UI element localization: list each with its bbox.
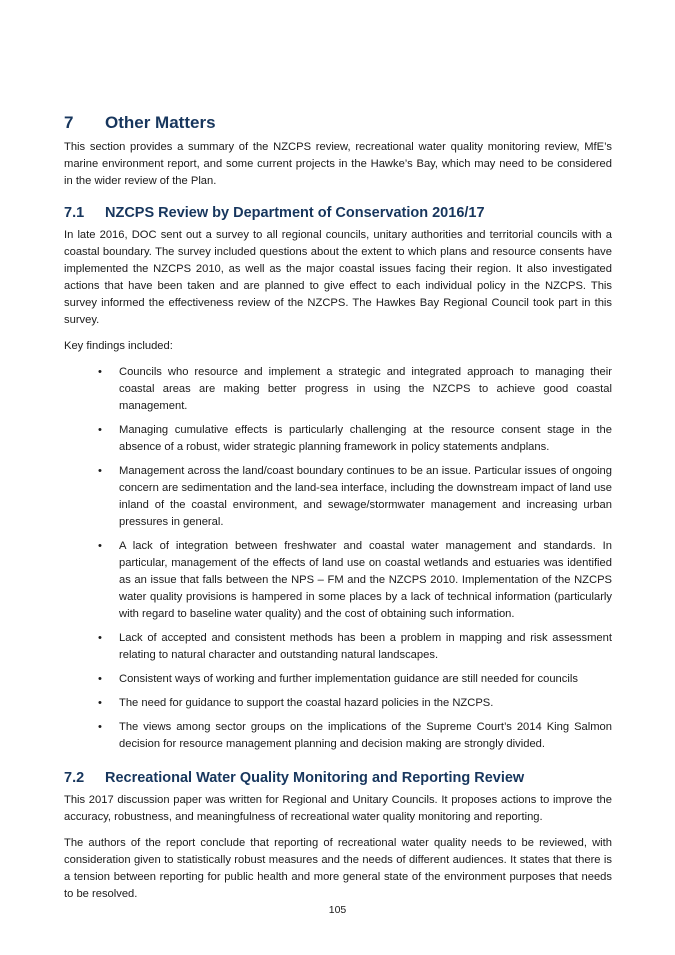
- section-7-2-number: 7.2: [64, 770, 85, 786]
- finding-text: Management across the land/coast boundary continues to be an issue. Particular issues of ongoing concern are sedimentation and the land-sea interface, including the downstream impact of land use inland of the coastal environment, and sewage/stormwater management and increasing urban pressures in general.: [119, 465, 612, 528]
- section-7-1-heading: [64, 204, 612, 223]
- list-item: [64, 671, 612, 688]
- bullet-icon: •: [98, 697, 102, 709]
- finding-text: Consistent ways of working and further implementation guidance are still needed for councils: [119, 673, 578, 685]
- finding-text: A lack of integration between freshwater and coastal water management and standards. In particular, management of the effects of land use on coastal wetlands and estuaries was identified as an issue that falls between the NPS – FM and the NZCPS 2010. Implementation of the NZCPS water quality provisions is hampered in some places by a lack of technical information (particularly with regard to baseline water quality) and the cost of obtaining such information.: [119, 540, 612, 620]
- bullet-icon: •: [98, 632, 102, 644]
- section-7-number: 7: [64, 113, 74, 132]
- section-7-2-title: Recreational Water Quality Monitoring and Reporting Review: [105, 770, 525, 786]
- section-7-2-paragraph-2: The authors of the report conclude that reporting of recreational water quality needs to be reviewed, with consideration given to statistically robust measures and the needs of different audiences. It states that there is a tension between reporting for public health and more general state of the environment purposes that needs to be resolved.: [64, 837, 612, 900]
- section-7-1-paragraph: In late 2016, DOC sent out a survey to all regional councils, unitary authorities and territorial councils with a coastal boundary. The survey included questions about the extent to which plans and resource consents have implemented the NZCPS 2010, as well as the major coastal issues facing their region. It also investigated actions that have been taken and are planned to give effect to each individual policy in the NZCPS. This survey informed the effectiveness review of the NZCPS. The Hawkes Bay Regional Council took part in this survey.: [64, 229, 612, 326]
- finding-text: The need for guidance to support the coastal hazard policies in the NZCPS.: [119, 697, 494, 709]
- key-findings-lead: Key findings included:: [64, 340, 173, 352]
- finding-text: Managing cumulative effects is particularly challenging at the resource consent stage in the absence of a robust, wider strategic planning framework in policy statements andplans.: [119, 424, 612, 453]
- bullet-icon: •: [98, 673, 102, 685]
- list-item: [64, 364, 612, 415]
- list-item: [64, 422, 612, 456]
- bullet-icon: •: [98, 424, 102, 436]
- list-item: [64, 538, 612, 623]
- section-7-heading: [64, 112, 612, 134]
- list-item: [64, 695, 612, 712]
- section-7-title: Other Matters: [105, 113, 216, 132]
- bullet-icon: •: [98, 540, 102, 552]
- document-page: [64, 112, 612, 903]
- section-7-2-heading: [64, 769, 612, 788]
- bullet-icon: •: [98, 465, 102, 477]
- finding-text: Lack of accepted and consistent methods has been a problem in mapping and risk assessment relating to natural character and outstanding natural landscapes.: [119, 632, 612, 661]
- section-7-intro: This section provides a summary of the NZCPS review, recreational water quality monitoring review, MfE’s marine environment report, and some current projects in the Hawke’s Bay, which may need to be considered in the wider review of the Plan.: [64, 141, 612, 187]
- section-7-1-title: NZCPS Review by Department of Conservation 2016/17: [105, 205, 485, 221]
- bullet-icon: •: [98, 366, 102, 378]
- finding-text: Councils who resource and implement a strategic and integrated approach to managing their coastal areas are making better progress in using the NZCPS to achieve good coastal management.: [119, 366, 612, 412]
- key-findings-list: [64, 364, 612, 753]
- list-item: [64, 719, 612, 753]
- page-number: 105: [328, 904, 347, 916]
- finding-text: The views among sector groups on the implications of the Supreme Court’s 2014 King Salmon decision for resource management planning and decision making are strongly divided.: [119, 721, 612, 750]
- list-item: [64, 463, 612, 531]
- section-7-1-number: 7.1: [64, 205, 85, 221]
- list-item: [64, 630, 612, 664]
- bullet-icon: •: [98, 721, 102, 733]
- section-7-2-paragraph-1: This 2017 discussion paper was written for Regional and Unitary Councils. It proposes actions to improve the accuracy, robustness, and meaningfulness of recreational water quality monitoring and reporting.: [64, 794, 612, 823]
